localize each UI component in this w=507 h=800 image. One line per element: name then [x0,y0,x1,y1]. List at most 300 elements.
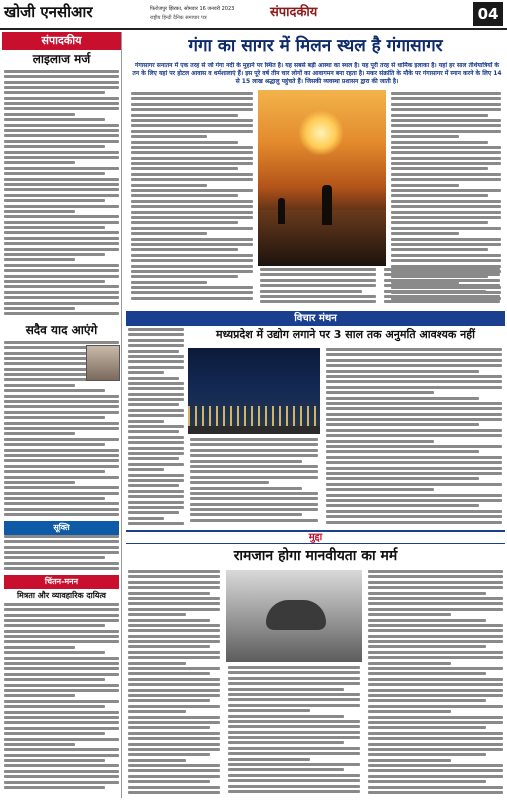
text-line [391,216,501,219]
text-line [391,151,501,154]
text-line [391,259,501,262]
text-line [368,672,486,675]
text-line [131,248,238,251]
text-line [128,360,184,363]
text-line [326,494,502,497]
text-line [128,694,220,697]
text-line [4,781,119,784]
text-line [4,449,119,452]
person-silhouette [322,185,332,225]
text-line [326,467,502,470]
text-line [128,328,184,331]
text-line [326,353,502,356]
editorial-title: लाइलाज मर्ज [32,51,91,66]
text-line [4,395,119,398]
text-line [4,546,119,549]
text-line [128,377,179,380]
text-line [4,603,119,606]
text-line [128,501,184,504]
text-line [4,624,105,627]
text-line [131,205,253,208]
text-line [228,704,360,707]
page-number: 04 [473,2,503,26]
text-line [131,173,253,176]
text-line [4,248,119,251]
text-line [4,199,105,202]
text-line [128,495,184,498]
text-line [326,450,479,453]
mid-left-column [126,328,186,528]
text-line [4,454,119,457]
text-line [128,640,220,643]
text-line [4,81,119,84]
quote-body [2,535,121,575]
text-line [4,432,75,435]
text-line [190,470,318,473]
text-line [4,178,119,181]
text-line [131,141,238,144]
text-line [4,727,119,730]
text-line [128,425,184,428]
text-line [384,300,500,303]
text-line [4,156,119,159]
text-line [326,397,479,400]
chintan-title: मित्रता और व्यावहारिक दायित्व [16,590,107,600]
text-line [190,438,318,441]
text-line [260,284,376,287]
text-line [368,732,503,735]
text-line [128,452,184,455]
text-line [326,386,502,389]
text-line [4,764,119,767]
text-line [368,716,503,719]
text-line [4,630,119,633]
text-line [128,662,186,665]
text-line [326,364,502,367]
text-line [4,427,119,430]
text-line [228,725,360,728]
text-line [4,302,119,305]
text-line [4,716,119,719]
text-line [384,273,500,276]
left-column [2,32,122,798]
text-line [391,135,459,138]
text-line [326,407,502,410]
hero-lead: गंगासागर सनातन में एक तरह से जो गंगा नदी के मुहाने पर स्थित है। यह सबसे बड़ी आस्था का स्थल है। यह पूरी तरह से धार्मिक इलाका है। यहां हर साल तीर्थयात्रियों के तन के लिए यहां पर होटल आवास व धर्मशालाएं हैं। इस पूरे वर्ष तीन चार लोगों का आवागमन बना रहता है। मकर संक्रांति के मौके पर गंगासागर में स्नान करने के लिए 14 से 15 लाख श्रद्धालु पहुंचते हैं। जिसकी व्यवस्था प्रशासन द्वारा की जाती है। [132,62,502,86]
text-line [228,671,360,674]
text-line [228,688,344,691]
text-line [391,92,501,95]
text-line [368,635,503,638]
text-line [228,741,344,744]
text-line [131,227,253,230]
text-line [228,779,360,782]
text-line [128,387,184,390]
text-line [128,468,164,471]
text-line [4,405,119,408]
text-line [368,726,486,729]
text-line [391,114,488,117]
text-line [4,264,119,267]
text-line [228,774,360,777]
text-line [128,683,220,686]
text-line [128,753,210,756]
text-line [326,434,502,437]
text-line [368,640,503,643]
text-line [391,146,501,149]
text-line [128,613,186,616]
text-line [4,140,119,143]
text-line [190,454,318,457]
text-line [4,226,105,229]
text-line [128,737,220,740]
text-line [326,515,502,518]
text-line [4,443,105,446]
text-line [368,575,503,578]
text-line [4,567,119,570]
text-line [391,205,501,208]
text-line [131,200,253,203]
text-line [4,775,119,778]
text-line [228,758,310,761]
text-line [4,540,119,543]
text-line [128,398,184,401]
text-line [326,375,502,378]
text-line [4,269,119,272]
text-line [128,732,220,735]
text-line [326,359,502,362]
text-line [368,775,503,778]
text-line [128,667,220,670]
text-line [4,97,119,100]
text-line [326,391,434,394]
text-line [4,711,119,714]
text-line [4,389,105,392]
text-line [4,700,119,703]
text-line [4,167,119,170]
text-line [4,705,105,708]
text-line [4,285,119,288]
text-line [4,673,119,676]
text-line [391,173,501,176]
text-line [4,194,119,197]
text-line [384,268,500,271]
text-line [391,248,488,251]
text-line [131,297,253,300]
text-line [4,307,75,310]
text-line [368,769,503,772]
text-line [4,129,119,132]
text-line [128,635,220,638]
text-line [4,183,119,186]
text-line [4,134,119,137]
text-line [368,667,503,670]
chintan-header: चिंतन-मनन [4,575,119,589]
text-line [4,556,105,559]
text-line [391,124,501,127]
text-line [391,167,488,170]
mid-lower-text [188,438,320,528]
text-line [4,113,75,116]
text-line [131,291,253,294]
text-line [128,522,184,525]
text-line [326,504,479,507]
text-line [391,211,501,214]
text-line [260,300,376,303]
text-line [228,763,360,766]
text-line [368,570,503,573]
text-line [131,114,238,117]
text-line [131,151,253,154]
vichar-manthan-band: विचार मंथन [126,311,505,326]
text-line [391,194,488,197]
text-line [4,502,119,505]
text-line [4,258,75,261]
text-line [4,400,119,403]
text-line [131,259,253,262]
sub-line: राष्ट्रीय हिन्दी दैनिक समाचार पत्र [150,15,207,21]
text-line [131,221,238,224]
text-line [131,275,238,278]
text-line [190,487,302,490]
bottom-story [126,546,505,798]
text-line [326,521,502,524]
person-silhouette [278,198,285,224]
text-line [4,689,119,692]
text-line [131,162,253,165]
text-line [128,597,220,600]
text-line [190,476,318,479]
text-line [131,211,253,214]
text-line [368,759,451,762]
text-line [128,511,179,514]
text-line [391,157,501,160]
text-line [326,488,434,491]
text-line [326,380,502,383]
text-line [4,732,105,735]
text-line [368,737,503,740]
text-line [131,281,207,284]
text-line [128,441,184,444]
text-line [131,184,207,187]
text-line [128,775,220,778]
text-line [131,135,207,138]
text-line [368,656,503,659]
text-line [128,414,184,417]
sunset-photo [258,90,386,266]
text-line [368,786,503,789]
text-line [391,232,459,235]
text-line [128,705,220,708]
text-line [190,508,318,511]
text-line [391,243,501,246]
text-line [128,748,220,751]
text-line [326,402,502,405]
text-line [128,710,186,713]
industry-night-photo [188,348,320,434]
editorial-body [2,70,121,320]
text-line [4,172,105,175]
text-line [326,499,502,502]
text-line [368,764,503,767]
text-line [326,472,502,475]
text-line [4,492,119,495]
text-line [326,418,502,421]
text-line [128,447,184,450]
text-line [391,119,501,122]
text-line [131,216,253,219]
text-line [384,279,500,282]
text-line [228,693,360,696]
text-line [391,97,501,100]
text-line [4,107,119,110]
text-line [128,382,184,385]
text-line [391,184,459,187]
text-line [128,344,184,347]
text-line [4,738,119,741]
tribute-title: सदैव याद आएंगे [25,322,98,337]
text-line [391,227,501,230]
text-line [128,463,184,466]
text-line [128,619,210,622]
text-line [228,736,360,739]
text-line [4,513,119,516]
text-line [4,75,119,78]
text-line [368,651,503,654]
text-line [326,445,502,448]
text-line [128,371,164,374]
text-line [4,535,119,538]
text-line [368,699,486,702]
text-line [128,602,220,605]
text-line [368,608,503,611]
text-line [368,683,503,686]
text-line [4,657,119,660]
text-line [128,479,184,482]
text-line [128,355,184,358]
newspaper-title: खोजी एनसीआर [4,3,93,21]
text-line [4,667,119,670]
hand-shape [266,600,326,630]
text-line [190,503,318,506]
text-line [4,102,119,105]
hero-story [126,32,505,308]
portrait-photo [86,345,120,381]
text-line [4,640,119,643]
text-line [131,157,253,160]
text-line [128,608,220,611]
text-line [190,443,318,446]
sun-shape [298,110,344,156]
text-line [4,416,105,419]
text-line [131,97,253,100]
text-line [4,743,75,746]
text-line [260,268,376,271]
text-line [4,694,75,697]
text-line [128,592,210,595]
section-label: संपादकीय [270,5,318,20]
text-line [131,103,253,106]
text-line [190,497,318,500]
text-line [368,678,503,681]
text-line [128,699,210,702]
bottom-title: रामजान होगा मानवीयता का मर्म [233,548,398,564]
text-line [326,510,502,513]
text-line [4,384,75,387]
text-line [4,341,119,344]
text-line [128,517,164,520]
text-line [4,411,119,414]
text-line [131,178,253,181]
text-line [4,118,105,121]
text-line [391,189,501,192]
text-line [128,672,210,675]
text-line [260,273,376,276]
text-line [128,645,210,648]
text-line [368,694,503,697]
text-line [368,613,451,616]
text-line [4,70,119,73]
text-line [228,731,360,734]
text-line [190,519,318,522]
text-line [4,280,105,283]
text-line [326,413,502,416]
text-line [128,651,220,654]
text-line [128,430,179,433]
text-line [128,339,184,342]
text-line [131,286,253,289]
text-line [190,492,318,495]
text-line [4,614,119,617]
text-line [4,754,119,757]
text-line [4,481,75,484]
text-line [4,721,119,724]
text-line [131,189,253,192]
text-line [131,124,253,127]
text-line [228,666,360,669]
text-line [4,188,119,191]
hero-column-1 [129,92,255,304]
text-line [128,764,220,767]
text-line [391,221,488,224]
text-line [128,791,220,794]
text-line [128,721,220,724]
text-line [131,92,253,95]
text-line [368,705,503,708]
masthead [0,0,507,30]
text-line [4,662,119,665]
text-line [128,366,184,369]
text-line [128,769,220,772]
bottom-left-column [126,570,222,798]
text-line [4,296,119,299]
text-line [128,409,184,412]
text-line [131,130,253,133]
hero-bottom-text [258,268,503,306]
text-line [384,290,486,293]
text-line [128,490,184,493]
text-line [4,237,119,240]
text-line [190,460,302,463]
tribute-body [2,341,121,521]
text-line [4,497,105,500]
text-line [368,780,486,783]
text-line [128,474,184,477]
text-line [4,508,119,511]
text-line [4,465,119,468]
text-line [190,513,302,516]
city-lights [188,406,320,426]
